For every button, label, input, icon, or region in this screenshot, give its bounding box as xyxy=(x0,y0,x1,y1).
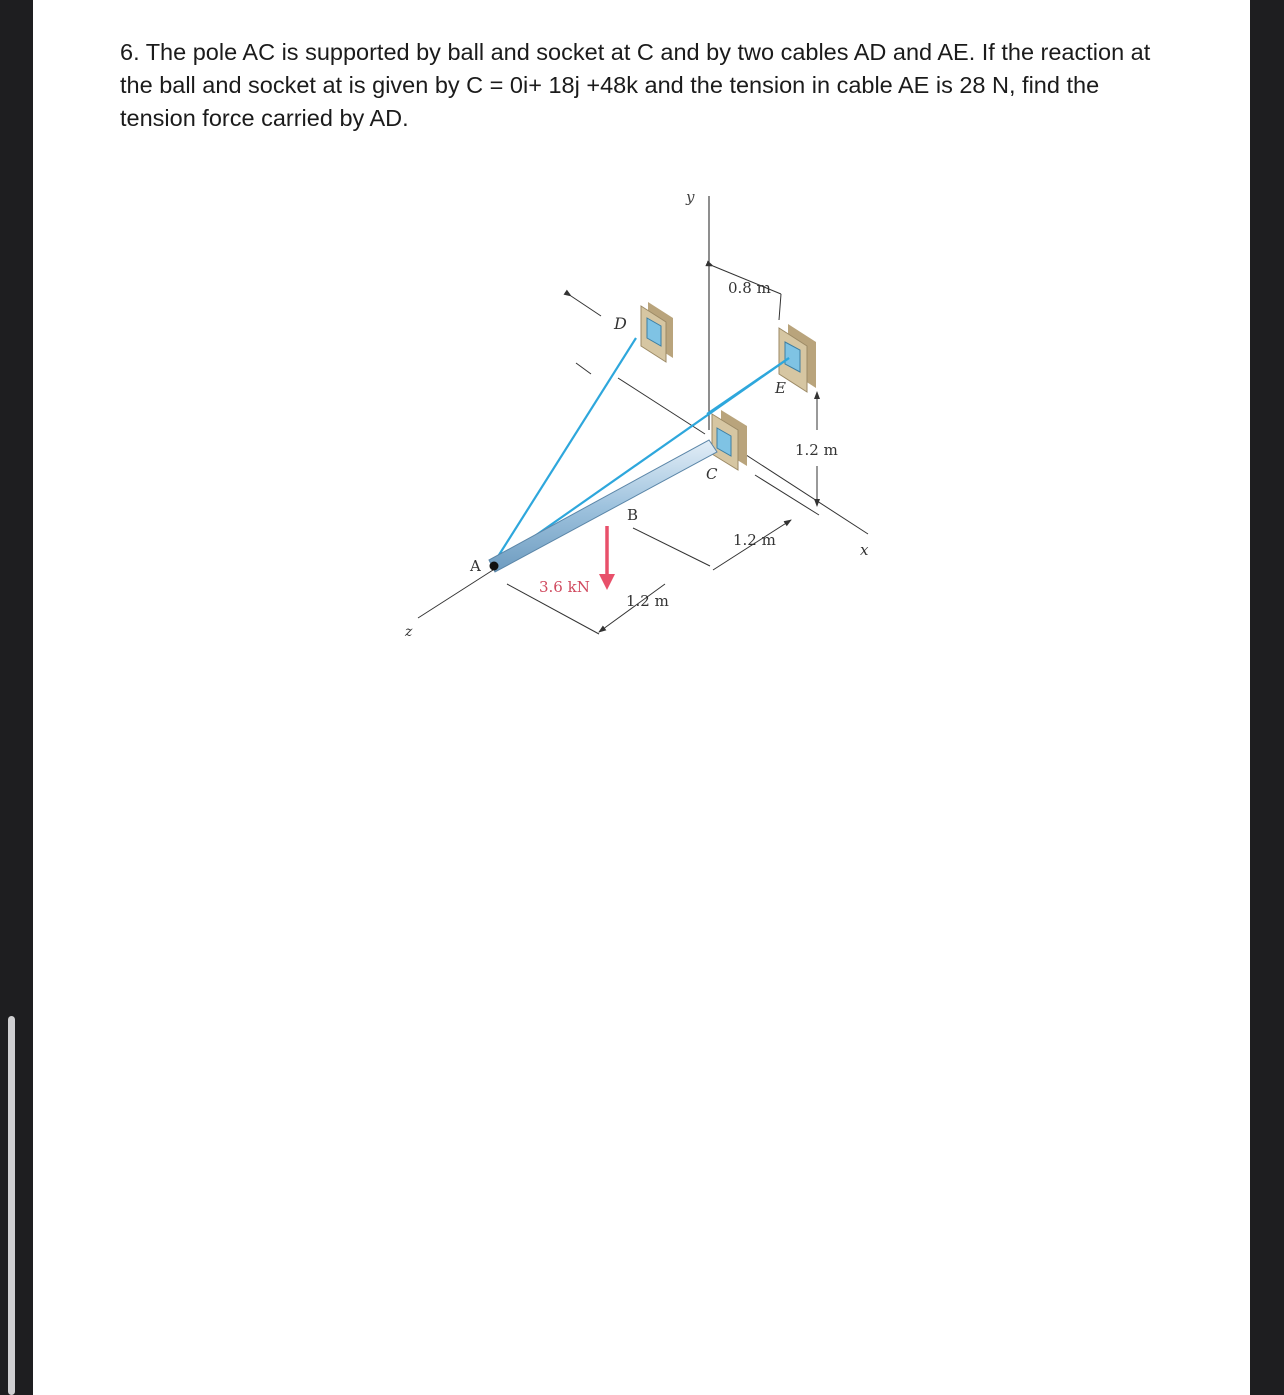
vertical-scrollbar[interactable] xyxy=(8,1016,15,1395)
label-e: E xyxy=(775,379,786,397)
d-dimension-line xyxy=(571,296,601,316)
label-c: C xyxy=(706,465,718,483)
bracket-d xyxy=(641,302,673,362)
d-extension-line-1 xyxy=(576,363,591,374)
right-margin xyxy=(1250,0,1284,1395)
bracket-c xyxy=(712,410,747,470)
label-y: y xyxy=(686,188,695,206)
dim-ab: 1.2 m xyxy=(626,592,669,610)
b-extension xyxy=(633,528,710,566)
ball-a xyxy=(490,562,499,571)
label-b: B xyxy=(627,506,639,524)
dim-wall-height: 1.2 m xyxy=(795,441,838,459)
dim-top-offset: 0.8 m xyxy=(728,279,771,297)
left-sidebar xyxy=(0,0,33,1395)
label-z: z xyxy=(405,624,413,640)
z-axis xyxy=(418,570,493,618)
label-d: D xyxy=(614,314,627,333)
dim-ce: 1.2 m xyxy=(733,531,776,549)
document-page xyxy=(33,0,1250,1395)
statics-diagram xyxy=(33,0,1250,700)
label-x: x xyxy=(860,541,869,559)
question-text: 6. The pole AC is supported by ball and socket at C and by two cables AD and AE. If the reaction at the ball and socket at is given by C = 0i+ 18j +48k and the tension in cable AE is 28 N, find the tension force carried by AD. xyxy=(120,39,1151,131)
load-label: 3.6 kN xyxy=(539,578,590,596)
load-arrowhead xyxy=(599,574,615,590)
top-offset-tick xyxy=(779,294,781,320)
label-a: A xyxy=(470,557,481,575)
